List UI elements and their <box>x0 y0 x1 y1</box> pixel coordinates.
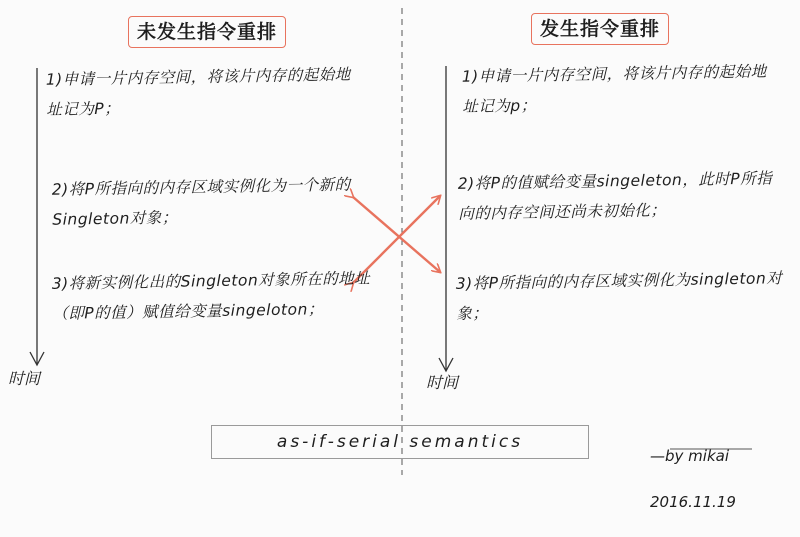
signature-author: —by mikai <box>650 447 729 465</box>
left-time-label: 时间 <box>8 369 41 388</box>
right-step-2: 2)将P的值赋给变量singeleton，此时P所指向的内存空间还尚未初始化； <box>457 169 773 223</box>
semantics-label: as-if-serial semantics <box>211 425 589 459</box>
right-step-3: 3)将P所指向的内存区域实例化为singleton对象； <box>455 269 783 323</box>
right-column-title: 发生指令重排 <box>531 13 669 45</box>
left-column-title: 未发生指令重排 <box>128 16 286 48</box>
right-step-1: 1)申请一片内存空间，将该片内存的起始地址记为p； <box>461 62 767 116</box>
signature-date: 2016.11.19 <box>650 493 736 511</box>
left-step-3: 3)将新实例化出的Singleton对象所在的地址（即P的值）赋值给变量singeloton； <box>51 269 371 323</box>
right-time-label: 时间 <box>426 373 459 392</box>
left-step-1: 1)申请一片内存空间，将该片内存的起始地址记为P； <box>45 65 351 119</box>
left-step-2: 2)将P所指向的内存区域实例化为一个新的Singleton对象； <box>51 175 351 229</box>
signature <box>650 422 736 537</box>
